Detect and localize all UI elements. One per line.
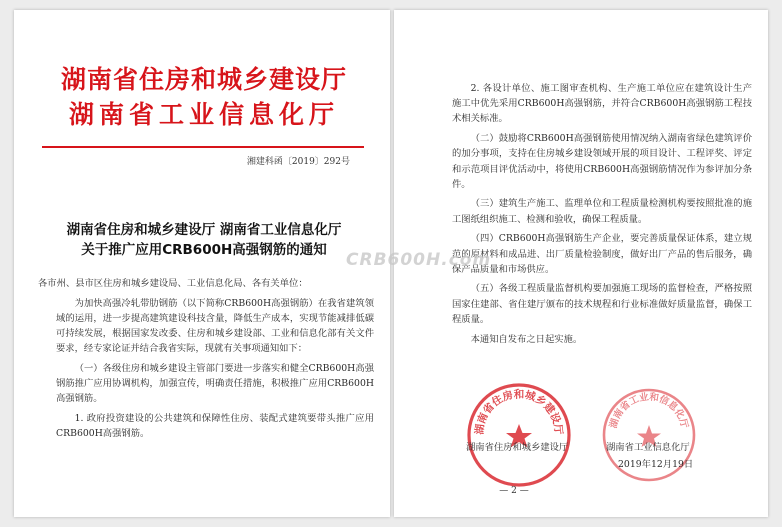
page-number: — 2 — (499, 486, 529, 496)
paragraph: 本通知自发布之日起实施。 (470, 333, 583, 345)
letterhead-line-2: 湖南省工业信息化厅 (68, 100, 339, 129)
paragraph: （三）建筑生产施工、监理单位和工程质量检测机构要按照批准的施工图纸组织施工、检测和验收，确保工程质量。 (452, 198, 752, 225)
paragraph: 1. 政府投资建设的公共建筑和保障性住房、装配式建筑要带头推广应用CRB600H高强钢筋。 (56, 413, 374, 440)
paragraph: 为加快高强冷轧带肋钢筋（以下简称CRB600H高强钢筋）在我省建筑领域的运用，进一步提高建筑建设科技含量，降低生产成本，实现节能减排低碳可持续发展，根据国家发改委、住房和城乡建设部、工业和信息化部有关文件要求，经专家论证并结合我省实际，现就有关事项通知如下： (56, 297, 374, 355)
svg-text:湖南省住房和城乡建设厅: 湖南省住房和城乡建设厅 (473, 388, 565, 436)
seal-housing-department-icon (464, 380, 574, 490)
paragraph: （一）各级住房和城乡建设主管部门要进一步落实和健全CRB600H高强钢筋推广应用协调机构，加强宣传，明确责任措施，积极推广应用CRB600H高强钢筋。 (56, 363, 374, 405)
svg-text:湖南省工业和信息化厅: 湖南省工业和信息化厅 (608, 391, 690, 430)
left-page (14, 10, 390, 517)
right-body (452, 81, 752, 351)
notice-title-line-2: 关于推广应用CRB600H高强钢筋的通知 (81, 242, 327, 258)
letterhead-line-1: 湖南省住房和城乡建设厅 (60, 65, 347, 94)
paragraph: （五）各级工程质量监督机构要加强施工现场的监督检查，严格按照国家住建部、省住建厅颁布的技术规程和行业标准做好质量监督，确保工程质量。 (452, 283, 752, 325)
paragraph: （二）鼓励将CRB600H高强钢筋使用情况纳入湖南省绿色建筑评价的加分事项，支持在住房城乡建设领域开展的项目设计、工程评奖、评定和示范项目评优活动中，将使用CRB600H高强钢筋情况作为参评加分条件。 (452, 133, 752, 190)
issue-date: 2019年12月19日 (618, 459, 694, 470)
watermark: CRB600H.com (346, 250, 492, 270)
left-body (38, 276, 374, 446)
signature-housing-department: 湖南省住房和城乡建设厅 (466, 442, 569, 453)
seal-industry-department-icon (599, 385, 699, 485)
paragraph: 2. 各设计单位、施工图审查机构、生产施工单位应在建筑设计生产施工中优先采用CRB600H高强钢筋，并符合CRB600H高强钢筋工程技术相关标准。 (452, 83, 752, 125)
notice-title-line-1: 湖南省住房和城乡建设厅 湖南省工业信息化厅 (66, 222, 342, 238)
document-number: 湘建科函〔2019〕292号 (246, 157, 350, 167)
paragraph: （四）CRB600H高强钢筋生产企业，要完善质量保证体系，建立规范的原材料和成品进、出厂质量检验制度，做好出厂产品的售后服务，确保产品质量和市场供应。 (452, 233, 752, 275)
salutation: 各市州、县市区住房和城乡建设局、工业信息化局、各有关单位： (38, 278, 308, 289)
letterhead-red-rule (42, 146, 364, 148)
signature-industry-department: 湖南省工业信息化厅 (606, 442, 690, 453)
